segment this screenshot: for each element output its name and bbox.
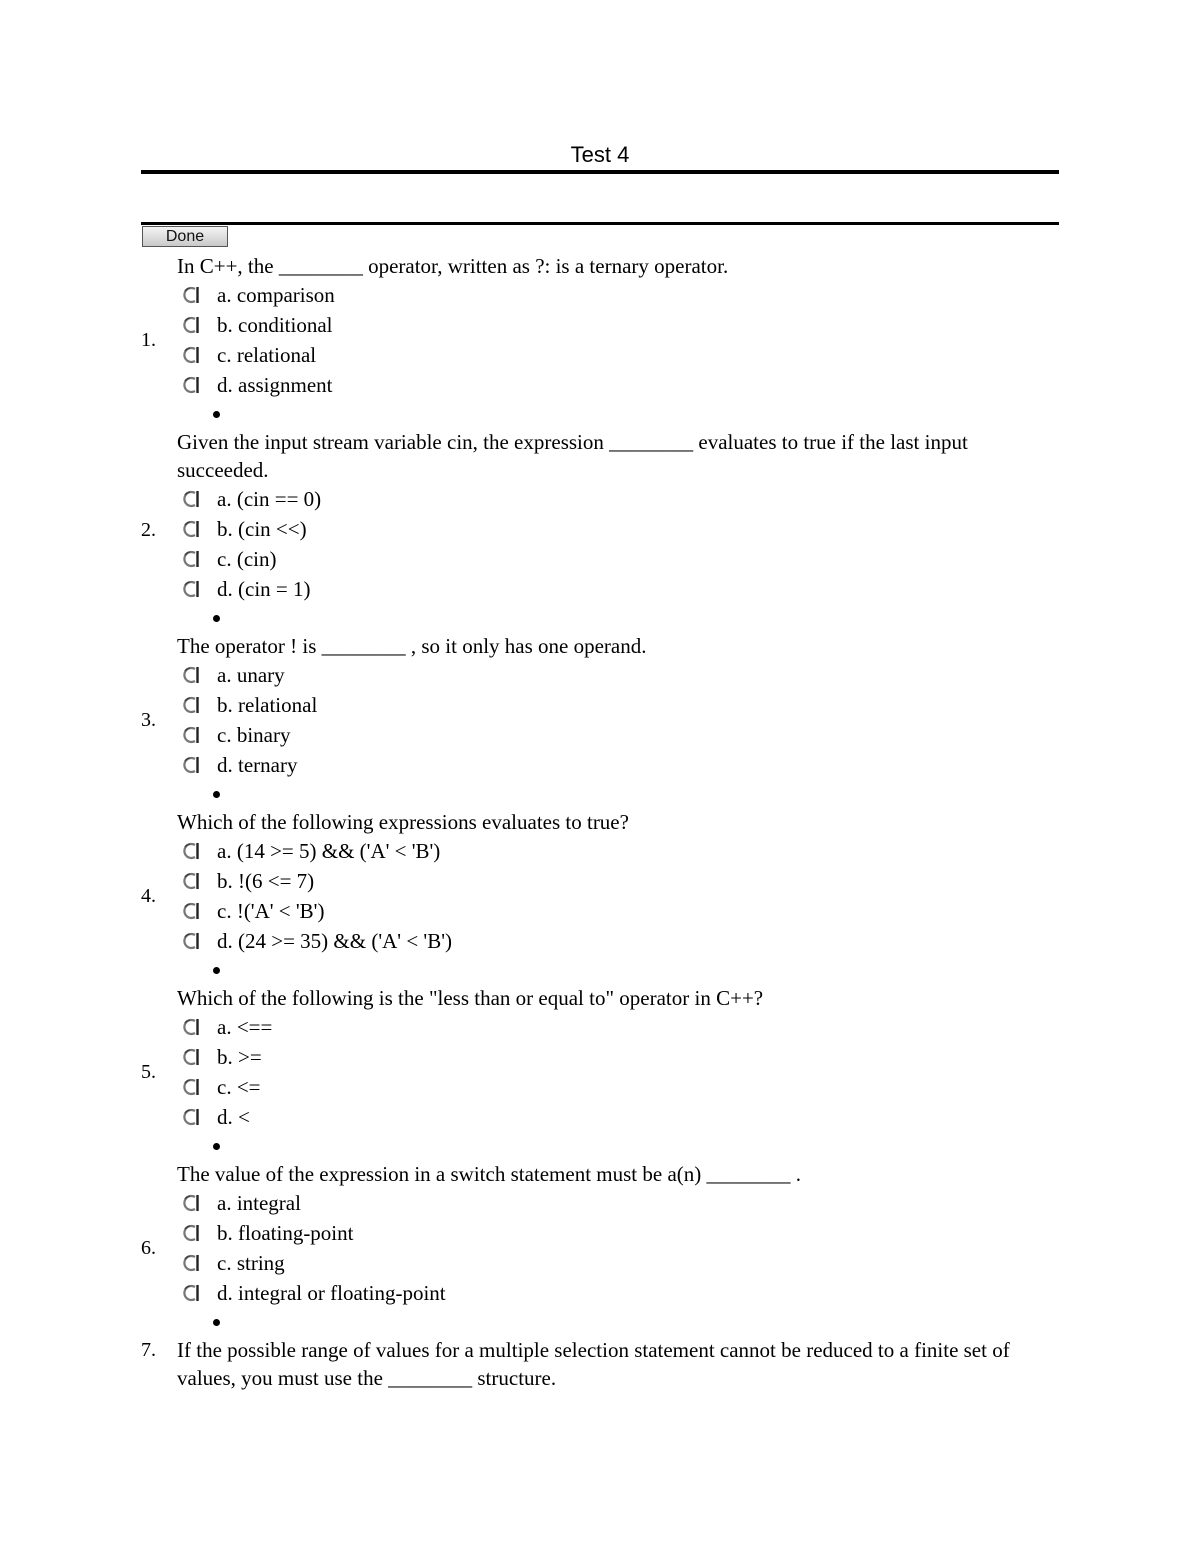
option-label: b. floating-point [217, 1220, 354, 1245]
question-7 [141, 1336, 1059, 1392]
list-bullet-row [177, 604, 1059, 632]
answer-option[interactable] [177, 514, 1059, 544]
answer-option[interactable] [177, 1188, 1059, 1218]
question-text: Which of the following expressions evaluates to true? [177, 810, 629, 834]
answer-option[interactable] [177, 1012, 1059, 1042]
radio-button-icon[interactable] [181, 1283, 201, 1303]
option-label: d. integral or floating-point [217, 1280, 446, 1305]
answer-option[interactable] [177, 370, 1059, 400]
option-label: d. ternary [217, 752, 298, 777]
option-label: c. <= [217, 1074, 261, 1099]
radio-button-icon[interactable] [181, 285, 201, 305]
answer-option[interactable] [177, 1102, 1059, 1132]
answer-option[interactable] [177, 1072, 1059, 1102]
question-body [177, 428, 1059, 632]
question-number: 6. [141, 1237, 156, 1259]
radio-button-icon[interactable] [181, 1107, 201, 1127]
radio-button-icon[interactable] [181, 901, 201, 921]
question-1 [141, 252, 1059, 428]
question-body [177, 632, 1059, 808]
option-label: d. < [217, 1104, 250, 1129]
list-bullet-row [177, 1132, 1059, 1160]
radio-button-icon[interactable] [181, 931, 201, 951]
answer-option[interactable] [177, 866, 1059, 896]
answer-option[interactable] [177, 310, 1059, 340]
question-text: Given the input stream variable cin, the expression ________ evaluates to true if the last input succeeded. [177, 430, 968, 482]
option-label: d. (cin = 1) [217, 576, 311, 601]
radio-button-icon[interactable] [181, 519, 201, 539]
option-label: a. unary [217, 662, 285, 687]
question-3 [141, 632, 1059, 808]
option-label: c. !('A' < 'B') [217, 898, 325, 923]
question-number: 4. [141, 885, 156, 907]
question-text: In C++, the ________ operator, written as ?: is a ternary operator. [177, 254, 729, 278]
answer-option[interactable] [177, 1042, 1059, 1072]
option-label: c. string [217, 1250, 285, 1275]
question-text: The value of the expression in a switch statement must be a(n) ________ . [177, 1162, 802, 1186]
question-4 [141, 808, 1059, 984]
answer-option[interactable] [177, 280, 1059, 310]
option-label: a. integral [217, 1190, 301, 1215]
question-number: 5. [141, 1061, 156, 1083]
radio-button-icon[interactable] [181, 315, 201, 335]
answer-option[interactable] [177, 836, 1059, 866]
answer-option[interactable] [177, 660, 1059, 690]
form-rule [141, 222, 1059, 225]
radio-button-icon[interactable] [181, 1077, 201, 1097]
option-label: b. >= [217, 1044, 262, 1069]
question-number: 2. [141, 519, 156, 541]
answer-option[interactable] [177, 1248, 1059, 1278]
bullet-icon [213, 1319, 220, 1326]
option-label: b. !(6 <= 7) [217, 868, 315, 893]
option-label: b. conditional [217, 312, 333, 337]
option-label: c. relational [217, 342, 317, 367]
option-label: a. (14 >= 5) && ('A' < 'B') [217, 838, 441, 863]
answer-option[interactable] [177, 340, 1059, 370]
question-text: The operator ! is ________ , so it only has one operand. [177, 634, 647, 658]
done-button[interactable]: Done [142, 226, 228, 247]
radio-button-icon[interactable] [181, 871, 201, 891]
option-label: a. <== [217, 1014, 273, 1039]
radio-button-icon[interactable] [181, 695, 201, 715]
option-label: b. (cin <<) [217, 516, 307, 541]
title-rule [141, 170, 1059, 174]
radio-button-icon[interactable] [181, 1193, 201, 1213]
list-bullet-row [177, 1308, 1059, 1336]
list-bullet-row [177, 956, 1059, 984]
option-label: a. comparison [217, 282, 335, 307]
question-body [177, 1160, 1059, 1336]
question-text: If the possible range of values for a multiple selection statement cannot be reduced to a finite set of values, you must use the ________ structure. [177, 1338, 1010, 1390]
option-label: d. assignment [217, 372, 333, 397]
radio-button-icon[interactable] [181, 755, 201, 775]
option-label: d. (24 >= 35) && ('A' < 'B') [217, 928, 452, 953]
option-label: c. binary [217, 722, 291, 747]
list-bullet-row [177, 780, 1059, 808]
answer-option[interactable] [177, 484, 1059, 514]
bullet-icon [213, 967, 220, 974]
question-number: 1. [141, 329, 156, 351]
radio-button-icon[interactable] [181, 1047, 201, 1067]
question-body [177, 984, 1059, 1160]
question-text: Which of the following is the "less than or equal to" operator in C++? [177, 986, 764, 1010]
question-body [177, 1336, 1059, 1392]
radio-button-icon[interactable] [181, 579, 201, 599]
question-body [177, 808, 1059, 984]
radio-button-icon[interactable] [181, 345, 201, 365]
list-bullet-row [177, 400, 1059, 428]
bullet-icon [213, 1143, 220, 1150]
answer-option[interactable] [177, 690, 1059, 720]
page-title: Test 4 [570, 142, 630, 167]
option-label: a. (cin == 0) [217, 486, 322, 511]
answer-option[interactable] [177, 574, 1059, 604]
radio-button-icon[interactable] [181, 489, 201, 509]
radio-button-icon[interactable] [181, 375, 201, 395]
radio-button-icon[interactable] [181, 549, 201, 569]
radio-button-icon[interactable] [181, 665, 201, 685]
radio-button-icon[interactable] [181, 1017, 201, 1037]
radio-button-icon[interactable] [181, 1253, 201, 1273]
answer-option[interactable] [177, 1218, 1059, 1248]
radio-button-icon[interactable] [181, 841, 201, 861]
question-5 [141, 984, 1059, 1160]
question-2 [141, 428, 1059, 632]
bullet-icon [213, 615, 220, 622]
answer-option[interactable] [177, 720, 1059, 750]
radio-button-icon[interactable] [181, 725, 201, 745]
bullet-icon [213, 411, 220, 418]
answer-option[interactable] [177, 926, 1059, 956]
answer-option[interactable] [177, 896, 1059, 926]
option-label: b. relational [217, 692, 318, 717]
question-number: 7. [141, 1339, 156, 1361]
radio-button-icon[interactable] [181, 1223, 201, 1243]
question-list [141, 252, 1059, 1392]
question-6 [141, 1160, 1059, 1336]
answer-option[interactable] [177, 750, 1059, 780]
question-body [177, 252, 1059, 428]
question-number: 3. [141, 709, 156, 731]
bullet-icon [213, 791, 220, 798]
answer-option[interactable] [177, 1278, 1059, 1308]
answer-option[interactable] [177, 544, 1059, 574]
option-label: c. (cin) [217, 546, 277, 571]
